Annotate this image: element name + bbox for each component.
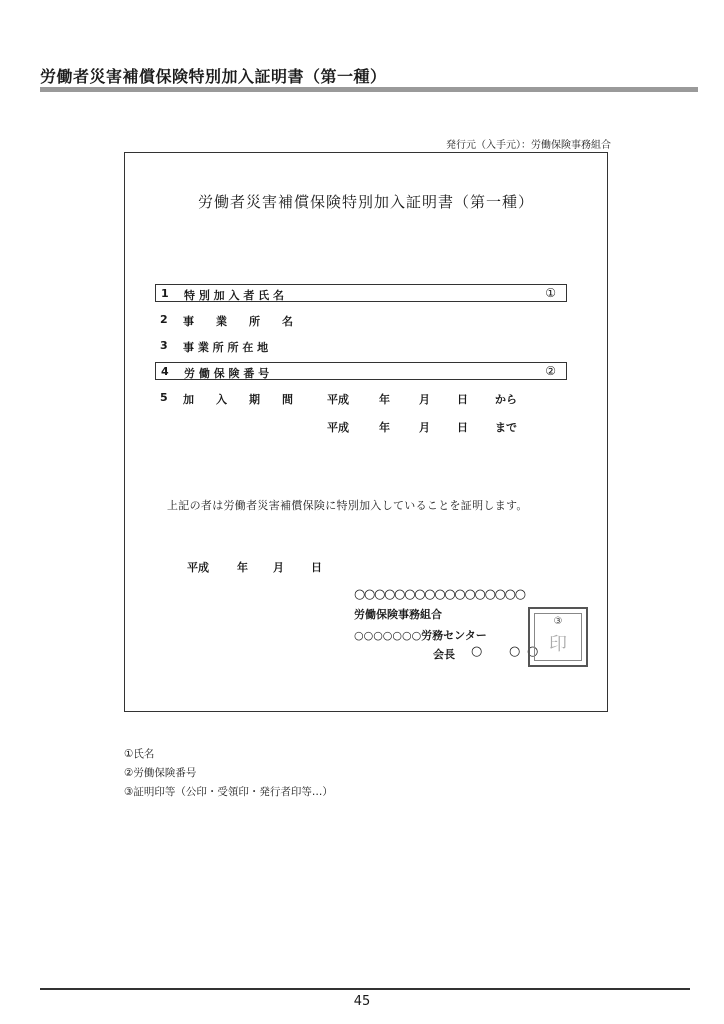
field-label: 労 働 保 険 番 号 bbox=[184, 367, 270, 380]
note-item: ②労働保険番号 bbox=[124, 767, 197, 779]
field-label: 加 入 期 間 bbox=[183, 393, 293, 406]
page-number: 45 bbox=[353, 994, 371, 1009]
issuer-line: 発行元（入手元）：労働保険事務組合 bbox=[446, 140, 611, 151]
field-number: 4 bbox=[161, 365, 169, 378]
to-label: まで bbox=[495, 421, 517, 434]
field-insurance-number bbox=[155, 362, 567, 380]
seal-number: ③ bbox=[553, 616, 563, 627]
era-label: 平成 bbox=[327, 421, 349, 434]
day-label: 日 bbox=[311, 561, 322, 574]
month-label: 月 bbox=[419, 393, 430, 406]
month-label: 月 bbox=[273, 561, 284, 574]
note-item: ③証明印等（公印・受領印・発行者印等…） bbox=[124, 786, 333, 798]
field-number: 3 bbox=[160, 339, 168, 352]
field-label: 特 別 加 入 者 氏 名 bbox=[184, 289, 284, 302]
page-title: 労働者災害補償保険特別加入証明書（第一種） bbox=[40, 67, 387, 86]
notes-list bbox=[124, 745, 333, 802]
era-label: 平成 bbox=[327, 393, 349, 406]
certification-statement: 上記の者は労働者災害補償保険に特別加入していることを証明します。 bbox=[167, 499, 528, 512]
field-number: 5 bbox=[160, 391, 168, 404]
president-line bbox=[433, 644, 539, 662]
year-label: 年 bbox=[379, 421, 390, 434]
day-label: 日 bbox=[457, 393, 468, 406]
field-label: 事 業 所 所 在 地 bbox=[183, 341, 269, 354]
field-number: 1 bbox=[161, 287, 169, 300]
circle-placeholder: ○ bbox=[527, 644, 539, 659]
field-number: 2 bbox=[160, 313, 168, 326]
year-label: 年 bbox=[379, 393, 390, 406]
organization-name-placeholder: ○○○○○○○○○○○○○○○○○ bbox=[354, 587, 525, 602]
certificate-form bbox=[124, 152, 608, 712]
seal-box bbox=[528, 607, 588, 667]
field-marker: ① bbox=[545, 286, 556, 300]
certificate-title: 労働者災害補償保険特別加入証明書（第一種） bbox=[197, 193, 534, 211]
seal-inner-frame bbox=[534, 613, 582, 661]
field-office-address bbox=[155, 337, 567, 355]
field-marker: ② bbox=[545, 364, 556, 378]
from-label: から bbox=[495, 393, 517, 406]
note-item: ①氏名 bbox=[124, 748, 155, 760]
seal-char: 印 bbox=[549, 634, 567, 655]
footer-divider bbox=[40, 988, 690, 990]
day-label: 日 bbox=[457, 421, 468, 434]
heading-divider bbox=[40, 87, 698, 92]
organization-center: ○○○○○○○労務センター bbox=[354, 629, 487, 642]
circle-placeholder: ○ bbox=[509, 644, 521, 659]
circle-placeholder: ○ bbox=[471, 644, 483, 659]
organization-union: 労働保険事務組合 bbox=[354, 608, 442, 621]
year-label: 年 bbox=[237, 561, 248, 574]
month-label: 月 bbox=[419, 421, 430, 434]
era-label: 平成 bbox=[187, 561, 209, 574]
field-label: 事 業 所 名 bbox=[183, 315, 293, 328]
field-participant-name bbox=[155, 284, 567, 302]
field-office-name bbox=[155, 311, 567, 329]
president-label: 会長 bbox=[433, 648, 455, 661]
